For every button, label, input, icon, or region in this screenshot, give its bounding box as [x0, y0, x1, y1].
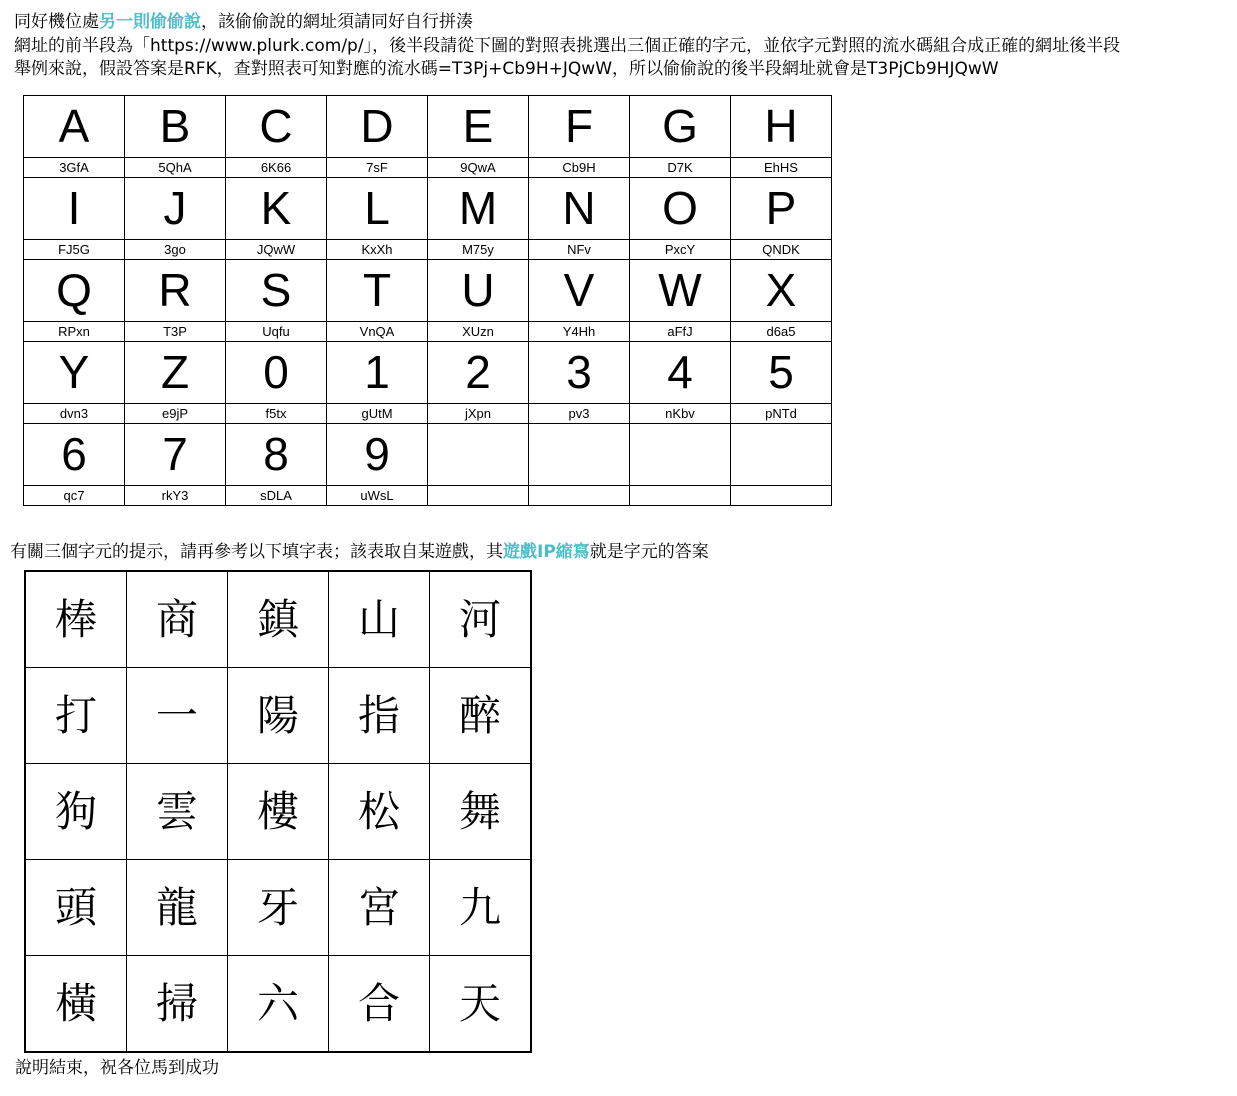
crossword-row	[25, 764, 531, 860]
hint-start: 有關三個字元的提示，請再參考以下填字表；該表取自某遊戲，其	[10, 542, 503, 562]
crossword-cell: 山	[329, 571, 430, 668]
code-table-code: 6K66	[226, 158, 327, 178]
crossword-cell: 頭	[25, 860, 127, 956]
code-table-code: d6a5	[731, 322, 832, 342]
code-table-char: X	[731, 260, 832, 322]
code-table-code: qc7	[24, 486, 125, 506]
code-table-code: XUzn	[428, 322, 529, 342]
code-table-char	[428, 424, 529, 486]
code-table-code: Uqfu	[226, 322, 327, 342]
crossword-cell: 指	[329, 668, 430, 764]
code-table-code: rkY3	[125, 486, 226, 506]
code-table-code: e9jP	[125, 404, 226, 424]
code-table-char: U	[428, 260, 529, 322]
code-table-char: Z	[125, 342, 226, 404]
crossword-cell: 龍	[127, 860, 228, 956]
code-table-code: JQwW	[226, 240, 327, 260]
crossword-cell: 牙	[228, 860, 329, 956]
code-table-char: F	[529, 96, 630, 158]
code-table-char	[731, 424, 832, 486]
code-table-char: 8	[226, 424, 327, 486]
code-table-code: VnQA	[327, 322, 428, 342]
code-table-char: 0	[226, 342, 327, 404]
code-table-code: pv3	[529, 404, 630, 424]
code-table-code: 3GfA	[24, 158, 125, 178]
code-table-char: T	[327, 260, 428, 322]
code-table-code: uWsL	[327, 486, 428, 506]
intro-line-1-start: 同好機位處	[14, 12, 99, 32]
crossword-cell: 狗	[25, 764, 127, 860]
crossword-cell: 橫	[25, 956, 127, 1053]
code-table-code	[428, 486, 529, 506]
crossword-row	[25, 571, 531, 668]
crossword-cell: 陽	[228, 668, 329, 764]
code-table-code: Cb9H	[529, 158, 630, 178]
code-table-code-row	[24, 404, 832, 424]
crossword-cell: 商	[127, 571, 228, 668]
code-table-char: H	[731, 96, 832, 158]
code-table-char: 7	[125, 424, 226, 486]
code-table-code: 7sF	[327, 158, 428, 178]
code-table-letter-row	[24, 96, 832, 158]
intro-text	[14, 11, 1120, 82]
code-table-letter-row	[24, 260, 832, 322]
code-lookup-table	[23, 95, 832, 506]
code-table-code: f5tx	[226, 404, 327, 424]
code-table-code: pNTd	[731, 404, 832, 424]
crossword-cell: 天	[430, 956, 532, 1053]
code-table-char: 9	[327, 424, 428, 486]
crossword-cell: 一	[127, 668, 228, 764]
code-table-code-row	[24, 240, 832, 260]
code-table-char: I	[24, 178, 125, 240]
code-table-code: QNDK	[731, 240, 832, 260]
code-table-code: T3P	[125, 322, 226, 342]
code-table-code: dvn3	[24, 404, 125, 424]
code-table-code: Y4Hh	[529, 322, 630, 342]
code-table-code: NFv	[529, 240, 630, 260]
code-table-code: KxXh	[327, 240, 428, 260]
code-table-char: S	[226, 260, 327, 322]
code-table-letter-row	[24, 342, 832, 404]
code-table-char: P	[731, 178, 832, 240]
code-table-code: FJ5G	[24, 240, 125, 260]
crossword-row	[25, 668, 531, 764]
code-table-letter-row	[24, 424, 832, 486]
code-table-char: 4	[630, 342, 731, 404]
code-table-char: D	[327, 96, 428, 158]
crossword-cell: 河	[430, 571, 532, 668]
intro-highlight: 另一則偷偷說	[99, 12, 201, 32]
code-table-char	[529, 424, 630, 486]
code-table-char: L	[327, 178, 428, 240]
intro-line-1	[14, 11, 1120, 35]
crossword-grid	[24, 570, 532, 1053]
code-table-char: B	[125, 96, 226, 158]
code-table-char	[630, 424, 731, 486]
crossword-cell: 打	[25, 668, 127, 764]
crossword-row	[25, 956, 531, 1053]
code-table-char: Q	[24, 260, 125, 322]
crossword-row	[25, 860, 531, 956]
crossword-cell: 宮	[329, 860, 430, 956]
code-table-char: C	[226, 96, 327, 158]
intro-line-1-end: ，該偷偷說的網址須請同好自行拼湊	[201, 12, 473, 32]
code-table-code: D7K	[630, 158, 731, 178]
code-table-char: 2	[428, 342, 529, 404]
hint-end: 就是字元的答案	[589, 542, 709, 562]
code-table-char: O	[630, 178, 731, 240]
code-table-char: 3	[529, 342, 630, 404]
crossword-cell: 樓	[228, 764, 329, 860]
code-table-char: V	[529, 260, 630, 322]
code-table-char: 1	[327, 342, 428, 404]
hint-highlight: 遊戲IP縮寫	[503, 542, 590, 562]
code-table-code: gUtM	[327, 404, 428, 424]
crossword-cell: 醉	[430, 668, 532, 764]
crossword-cell: 九	[430, 860, 532, 956]
hint-text	[10, 541, 709, 564]
code-table-code: 9QwA	[428, 158, 529, 178]
code-table-char: W	[630, 260, 731, 322]
code-table-code: RPxn	[24, 322, 125, 342]
code-table-code	[529, 486, 630, 506]
code-table-code-row	[24, 158, 832, 178]
crossword-cell: 松	[329, 764, 430, 860]
closing-text: 說明結束，祝各位馬到成功	[15, 1058, 219, 1078]
code-table-code: nKbv	[630, 404, 731, 424]
crossword-cell: 合	[329, 956, 430, 1053]
crossword-cell: 鎮	[228, 571, 329, 668]
code-table-char: G	[630, 96, 731, 158]
crossword-cell: 六	[228, 956, 329, 1053]
code-table-code: aFfJ	[630, 322, 731, 342]
crossword-cell: 棒	[25, 571, 127, 668]
crossword-cell: 掃	[127, 956, 228, 1053]
intro-line-3: 舉例來說，假設答案是RFK，查對照表可知對應的流水碼=T3Pj+Cb9H+JQwW，所以偷偷說的後半段網址就會是T3PjCb9HJQwW	[14, 59, 999, 79]
intro-line-2: 網址的前半段為「https://www.plurk.com/p/」，後半段請從下圖的對照表挑選出三個正確的字元，並依字元對照的流水碼組合成正確的網址後半段	[14, 35, 1121, 56]
code-table-letter-row	[24, 178, 832, 240]
code-table-code-row	[24, 486, 832, 506]
code-table-code: PxcY	[630, 240, 731, 260]
code-table-code: jXpn	[428, 404, 529, 424]
code-table-code: sDLA	[226, 486, 327, 506]
code-table-char: J	[125, 178, 226, 240]
code-table-char: Y	[24, 342, 125, 404]
code-table-code-row	[24, 322, 832, 342]
code-table-code: EhHS	[731, 158, 832, 178]
code-table-code	[630, 486, 731, 506]
code-table-code: M75y	[428, 240, 529, 260]
code-table-char: E	[428, 96, 529, 158]
code-table-char: N	[529, 178, 630, 240]
crossword-cell: 舞	[430, 764, 532, 860]
code-table-code: 5QhA	[125, 158, 226, 178]
code-table-code	[731, 486, 832, 506]
crossword-cell: 雲	[127, 764, 228, 860]
code-table-char: 6	[24, 424, 125, 486]
code-table-char: K	[226, 178, 327, 240]
code-table-char: 5	[731, 342, 832, 404]
code-table-char: R	[125, 260, 226, 322]
code-table-char: M	[428, 178, 529, 240]
code-table-char: A	[24, 96, 125, 158]
code-table-code: 3go	[125, 240, 226, 260]
